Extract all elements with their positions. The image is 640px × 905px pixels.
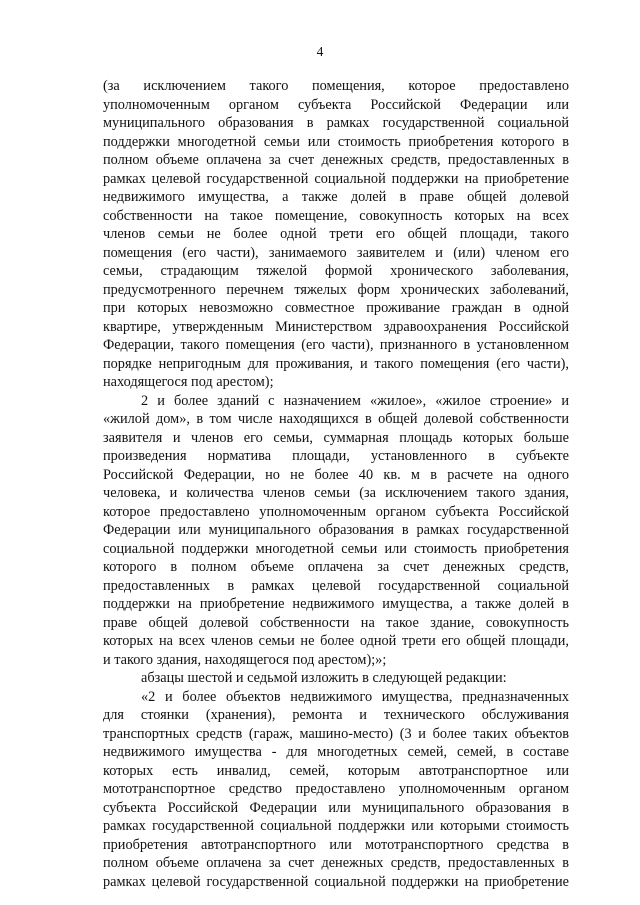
document-body [103, 77, 569, 891]
text-line: которое предоставлено уполномоченным органом субъекта Российской [103, 503, 569, 520]
text-line: недвижимого имущества - для многодетных семей, семей, в составе [103, 744, 569, 760]
text-line: для стоянки (хранения), ремонта и технического обслуживания [103, 707, 569, 723]
text-line: субъекта Российской Федерации или муниципального образования в [103, 799, 569, 816]
text-line: приобретения автотранспортного или мототранспортного средства в [103, 836, 569, 853]
text-line: порядке непригодным для проживания, и такого помещения (его части), [103, 355, 569, 372]
text-line: 2 и более зданий с назначением «жилое», «жилое строение» и [141, 392, 569, 409]
text-line: квартире, утвержденным Министерством здравоохранения Российской [103, 318, 569, 335]
text-line: рамках целевой государственной социальной поддержки на приобретение [103, 873, 569, 890]
text-line: рамках государственной социальной поддержки или которыми стоимость [103, 818, 569, 834]
text-line: которых на всех членов семьи не более одной трети его общей площади, [103, 633, 569, 649]
text-line: мототранспортное средство предоставлено уполномоченным органом [103, 781, 569, 797]
text-line: произведения норматива площади, установленного в субъекте [103, 448, 569, 464]
text-line: предоставленных в рамках целевой государственной социальной [103, 577, 569, 594]
text-line: семьи, страдающим тяжелой формой хронического заболевания, [103, 263, 569, 279]
text-line: «2 и более объектов недвижимого имущества, предназначенных [141, 688, 569, 705]
text-line: праве общей долевой собственности на такое здание, совокупность [103, 614, 569, 631]
text-line: человека, и количества членов семьи (за исключением такого здания, [103, 485, 569, 501]
text-line: Федерации, такого помещения (его части), признанного в установленном [103, 337, 569, 353]
text-line: муниципального образования в рамках государственной социальной [103, 115, 569, 131]
text-line: полном объеме оплачена за счет денежных средств, предоставленных в [103, 152, 569, 168]
text-line: которого в полном объеме оплачена за счет денежных средств, [103, 559, 569, 575]
text-line: «жилой дом», в том числе находящихся в общей долевой собственности [103, 411, 569, 427]
page-number: 4 [316, 44, 324, 59]
text-line: при которых невозможно совместное проживание граждан в одной [103, 300, 569, 316]
text-line: членов семьи не более одной трети его общей площади, такого [103, 226, 569, 242]
text-line: поддержки многодетной семьи или стоимость приобретения которого в [103, 133, 569, 150]
text-line: абзацы шестой и седьмой изложить в следующей редакции: [141, 670, 507, 686]
text-line: и такого здания, находящегося под арестом);»; [103, 651, 387, 668]
text-line: транспортных средств (гараж, машино-место) (3 и более таких объектов [103, 725, 569, 742]
text-line: социальной поддержки многодетной семьи или стоимость приобретения [103, 540, 569, 557]
text-line: помещения (его части), занимаемого заявителем и (или) членом его [103, 244, 569, 261]
text-line: заявителя и членов его семьи, суммарная площадь которых больше [103, 429, 569, 446]
text-line: Российской Федерации, но не более 40 кв. м в расчете на одного [103, 466, 569, 483]
text-line: уполномоченным органом субъекта Российской Федерации или [103, 96, 569, 113]
text-line: рамках целевой государственной социальной поддержки на приобретение [103, 170, 569, 187]
text-line: поддержки на приобретение недвижимого имущества, а также долей в [103, 596, 569, 612]
text-line: собственности на такое помещение, совокупность которых на всех [103, 207, 569, 224]
text-line: полном объеме оплачена за счет денежных средств, предоставленных в [103, 855, 569, 871]
text-line: (за исключением такого помещения, которое предоставлено [103, 78, 569, 94]
text-line: предусмотренного перечнем тяжелых форм хронических заболеваний, [103, 281, 569, 298]
text-line: недвижимого имущества, а также долей в праве общей долевой [103, 189, 569, 205]
text-line: которых есть инвалид, семей, которым автотранспортное или [103, 762, 569, 779]
text-line: находящегося под арестом); [103, 374, 274, 390]
text-line: Федерации или муниципального образования в рамках государственной [103, 522, 569, 538]
